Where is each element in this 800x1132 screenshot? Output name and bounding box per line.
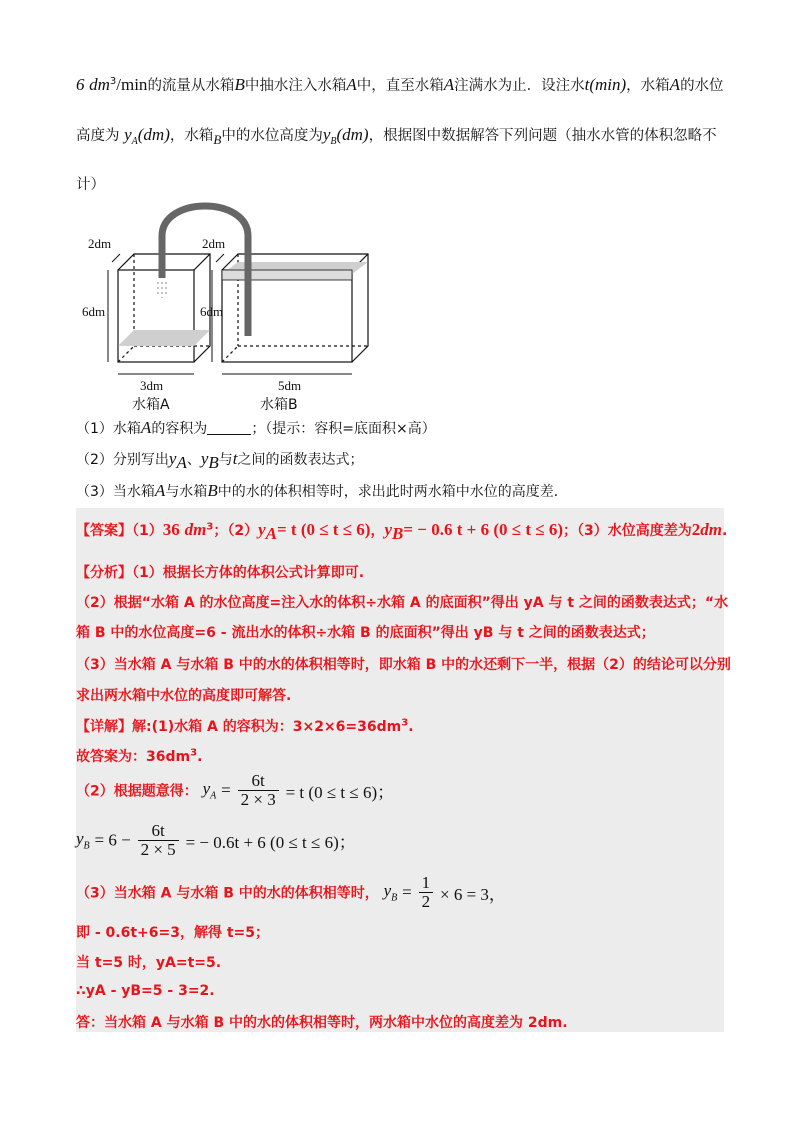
- text-segment: ；: [562, 523, 577, 539]
- text-segment: 注满水为止．设注水: [454, 78, 585, 94]
- rate-per: /min: [116, 75, 148, 94]
- detail-line-5: [76, 874, 506, 911]
- text-segment: 高度为: [76, 128, 120, 144]
- text-segment: 即 - 0.6t+6=3，解得 t=5；: [76, 925, 270, 941]
- rate-unit: dm: [89, 75, 110, 94]
- tank-a-label: 水箱A: [132, 397, 170, 413]
- answer-blank: [207, 420, 251, 435]
- text-segment: 中抽水注入水箱: [244, 78, 347, 94]
- var-a: A: [140, 418, 152, 437]
- answer-line: [76, 520, 727, 544]
- text-segment: .: [721, 523, 728, 539]
- dim-left-width: 3dm: [140, 378, 164, 393]
- formula: = − 0.6t + 6 (0 ≤ t ≤ 6)；: [185, 833, 356, 852]
- question-2: [76, 449, 364, 473]
- text-segment: （2）: [227, 523, 259, 539]
- text-segment: （2）分别写出: [76, 452, 169, 468]
- text-segment: 箱 B 中的水位高度=6 - 流出水的体积÷水箱 B 的底面积”得出 yB 与 t 之间的函数表达式；: [76, 625, 655, 641]
- text-segment: ，水箱: [169, 128, 214, 144]
- problem-line-2: [76, 124, 717, 148]
- analysis-line-1: [76, 562, 364, 582]
- detail-line-2: [76, 746, 202, 766]
- detail-line-6: [76, 922, 269, 942]
- var-t: t: [232, 449, 238, 468]
- detail-line-4: [76, 822, 356, 859]
- text-segment: （3）当水箱 A 与水箱 B 中的水的体积相等时，: [76, 885, 379, 902]
- subscript: A: [265, 523, 277, 543]
- text-segment: ；: [213, 523, 228, 539]
- text-segment: ∴yA - yB=5 - 3=2.: [76, 983, 215, 999]
- subscript: A: [176, 452, 187, 472]
- tank-b-label: 水箱B: [260, 397, 298, 413]
- text-segment: （3）当水箱: [76, 484, 155, 500]
- water-drops: [158, 282, 166, 298]
- text-segment: ，: [370, 523, 385, 539]
- exponent: 3: [190, 747, 198, 759]
- text-segment: 计）: [76, 177, 105, 193]
- text-segment: 求出两水箱中水位的高度即可解答.: [76, 688, 292, 704]
- subscript: A: [131, 135, 138, 147]
- detail-line-3: [76, 772, 394, 809]
- question-3: [76, 481, 568, 501]
- equals: =: [402, 882, 412, 902]
- rate-exponent: 3: [109, 76, 117, 88]
- analysis-line-4: [76, 654, 731, 674]
- text-segment: 中的水位高度为: [221, 128, 323, 144]
- unit: dm: [700, 520, 722, 539]
- var-b: B: [213, 131, 222, 147]
- numerator: 6t: [138, 822, 179, 841]
- fraction: [238, 772, 279, 809]
- text-segment: 、: [186, 452, 201, 468]
- rate-value: 6: [76, 75, 85, 94]
- dim-right-width: 5dm: [278, 378, 302, 393]
- water-tank-figure: [82, 196, 382, 416]
- fraction: [419, 874, 434, 911]
- answer-tag: 【答案】: [76, 523, 132, 539]
- text-segment: ，水箱: [626, 78, 670, 94]
- var-a: A: [346, 75, 357, 94]
- text-segment: 与: [218, 452, 233, 468]
- analysis-tag: 【分析】: [76, 565, 132, 581]
- exponent: 3: [206, 521, 214, 533]
- formula: = − 0.6 t + 6 (0 ≤ t ≤ 6): [403, 520, 563, 539]
- text-segment: 与水箱: [165, 484, 208, 500]
- equals: =: [221, 780, 231, 800]
- denominator: 2 × 3: [240, 790, 276, 809]
- var-y: y: [124, 125, 132, 144]
- text-segment: 的容积为: [151, 421, 208, 437]
- var-y: $y_B$: [383, 881, 398, 904]
- answer-value: 2: [691, 520, 701, 539]
- text-segment: .: [197, 749, 203, 765]
- problem-line-1: [76, 74, 724, 95]
- dim-right-height: 6dm: [200, 304, 224, 319]
- text-segment: .: [408, 719, 414, 735]
- dim-right-top: 2dm: [202, 236, 226, 251]
- formula: = t (0 ≤ t ≤ 6)；: [285, 783, 395, 802]
- unit: (dm): [336, 125, 369, 144]
- text-segment: 中的水的体积相等时，求出此时两水箱中水位的高度差．: [217, 484, 568, 500]
- formula: = 6 −: [94, 830, 131, 850]
- subscript: B: [208, 452, 219, 472]
- subscript: B: [330, 135, 337, 147]
- var-t: t: [584, 75, 590, 94]
- unit: (dm): [137, 125, 170, 144]
- text-segment: ，根据图中数据解答下列问题（抽水水管的体积忽略不: [368, 128, 717, 144]
- text-segment: 答：当水箱 A 与水箱 B 中的水的体积相等时，两水箱中水位的高度差为 2dm.: [76, 1015, 568, 1031]
- text-segment: 中，直至水箱: [356, 78, 444, 94]
- unit: dm: [184, 520, 207, 539]
- text-segment: （1）根据长方体的体积公式计算即可.: [132, 565, 365, 581]
- var-y: y: [200, 449, 209, 468]
- formula: × 6 = 3，: [440, 885, 506, 904]
- text-segment: （2）根据题意得：: [76, 783, 198, 800]
- question-1: [76, 418, 436, 438]
- tank-b-front: [222, 270, 352, 362]
- t-unit: (min): [589, 75, 627, 94]
- text-segment: 解:(1)水箱 A 的容积为：3×2×6=36dm: [132, 719, 402, 735]
- text-segment: 的水位: [680, 78, 724, 94]
- formula: = t (0 ≤ t ≤ 6): [276, 520, 371, 539]
- text-segment: （3）当水箱 A 与水箱 B 中的水的体积相等时，即水箱 B 中的水还剩下一半，根据（2）的结论可以分别: [76, 657, 731, 673]
- detail-tag: 【详解】: [76, 719, 132, 735]
- dim-left-top: 2dm: [88, 236, 112, 251]
- problem-line-3: [76, 173, 105, 194]
- denominator: 2: [421, 892, 431, 911]
- text-segment: 之间的函数表达式；: [237, 452, 364, 468]
- detail-line-9: [76, 1012, 568, 1032]
- var-y: y: [384, 520, 393, 539]
- analysis-line-3: [76, 622, 655, 642]
- detail-line-7: [76, 952, 221, 972]
- text-segment: 当 t=5 时，yA=t=5.: [76, 955, 222, 971]
- answer-value: 36: [162, 520, 180, 539]
- numerator: 1: [419, 874, 434, 893]
- exponent: 3: [401, 717, 409, 729]
- var-a: A: [669, 75, 681, 94]
- var-y: $y_B$: [76, 829, 90, 852]
- detail-line-1: [76, 716, 414, 736]
- numerator: 6t: [238, 772, 279, 791]
- fraction: [138, 822, 179, 859]
- var-a: A: [154, 481, 166, 500]
- var-b: B: [234, 75, 245, 94]
- var-a: A: [443, 75, 455, 94]
- text-segment: （3）水位高度差为: [576, 523, 692, 539]
- tank-a-front: [118, 270, 194, 362]
- detail-line-8: [76, 983, 215, 999]
- text-segment: （2）根据“水箱 A 的水位高度=注入水的体积÷水箱 A 的底面积”得出 yA 与 t 之间的函数表达式；“水: [76, 595, 729, 611]
- var-y: y: [322, 125, 331, 144]
- var-y: y: [258, 520, 266, 539]
- dim-left-height: 6dm: [82, 304, 106, 319]
- text-segment: ；（提示：容积=底面积×高）: [251, 421, 436, 437]
- subscript: B: [392, 523, 404, 543]
- text-segment: （1）水箱: [76, 421, 141, 437]
- tank-a-water: [118, 330, 210, 346]
- denominator: 2 × 5: [140, 840, 176, 859]
- var-y: $y_A$: [202, 779, 217, 802]
- text-segment: （1）: [132, 523, 163, 539]
- tanks-diagram: [82, 196, 382, 416]
- analysis-line-2: [76, 592, 728, 612]
- text-segment: 故答案为：36dm: [76, 749, 191, 765]
- text-segment: 的流量从水箱: [147, 78, 235, 94]
- var-y: y: [168, 449, 177, 468]
- analysis-line-5: [76, 685, 291, 705]
- var-b: B: [207, 481, 218, 500]
